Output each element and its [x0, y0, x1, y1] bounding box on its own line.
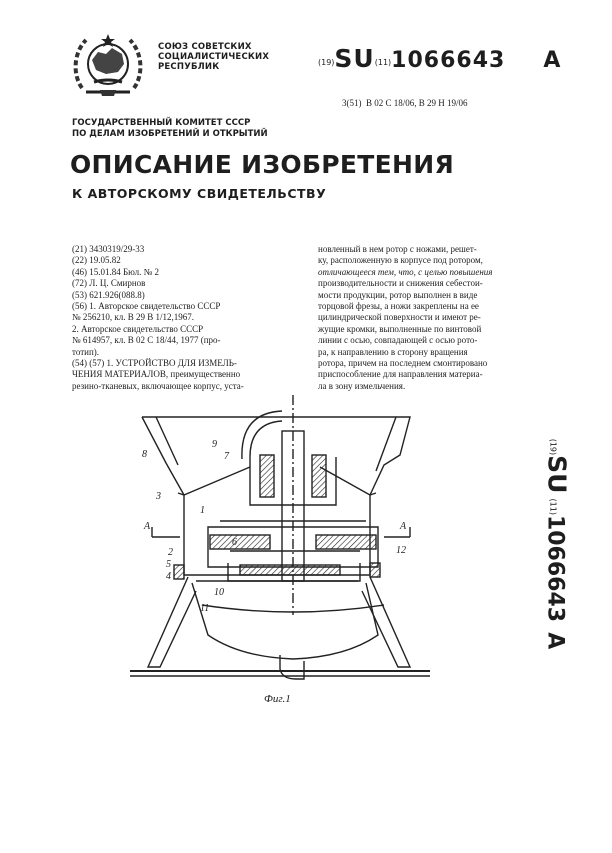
section-letter: А — [144, 521, 151, 532]
claim-line: ку, расположенную в корпусе под ротором, — [318, 255, 483, 266]
pub-prefix: (19) — [318, 58, 335, 67]
country-line: СОЮЗ СОВЕТСКИХ — [158, 42, 252, 52]
committee-line: ПО ДЕЛАМ ИЗОБРЕТЕНИЙ И ОТКРЫТИЙ — [72, 129, 268, 139]
pub-number: 1066643 — [391, 48, 506, 73]
part-label: 6 — [232, 537, 237, 548]
ipc-codes: В 02 С 18/06, В 29 Н 19/06 — [366, 98, 468, 108]
claim-line: торцовой фрезы, а ножи закреплены на ее — [318, 301, 479, 312]
biblio-line: ЧЕНИЯ МАТЕРИАЛОВ, преимущественно — [72, 369, 241, 380]
committee-line: ГОСУДАРСТВЕННЫЙ КОМИТЕТ СССР — [72, 118, 251, 128]
claim-line: производительности и снижения себестои- — [318, 278, 483, 289]
biblio-line: 2. Авторское свидетельство СССР — [72, 323, 204, 334]
biblio-line: (54) (57) 1. УСТРОЙСТВО ДЛЯ ИЗМЕЛЬ- — [72, 358, 237, 369]
part-label: 8 — [142, 449, 147, 460]
claim-line: ра, к направлению в сторону вращения — [318, 346, 468, 357]
side-pub-prefix: (19) — [548, 438, 558, 456]
biblio-line: (46) 15.01.84 Бюл. № 2 — [72, 266, 159, 277]
claim-line: приспособление для направления материа- — [318, 369, 483, 380]
side-publication-number — [537, 414, 577, 674]
part-label: 11 — [200, 603, 210, 614]
biblio-line: (72) Л. Ц. Смирнов — [72, 278, 146, 289]
part-label: 5 — [166, 559, 171, 570]
part-label: 3 — [156, 491, 161, 502]
claim-line: жущие кромки, выполненные по винтовой — [318, 323, 482, 334]
claim-line: линии с осью, совпадающей с осью рото- — [318, 335, 478, 346]
country-line: СОЦИАЛИСТИЧЕСКИХ — [158, 52, 270, 62]
pub-num-prefix: (11) — [374, 58, 392, 67]
side-pub-num-prefix: (11) — [548, 498, 558, 515]
ipc-prefix: 3(51) — [342, 98, 362, 108]
biblio-line: (22) 19.05.82 — [72, 255, 121, 266]
biblio-line: (56) 1. Авторское свидетельство СССР — [72, 301, 221, 312]
biblio-line: (53) 621.926(088.8) — [72, 289, 145, 300]
ussr-emblem-icon — [72, 30, 144, 100]
part-label: 9 — [212, 439, 217, 450]
committee-name — [72, 118, 268, 140]
part-label: 12 — [396, 545, 406, 556]
pub-country: SU — [334, 44, 375, 73]
biblio-line: № 256210, кл. В 29 В 1/12,1967. — [72, 312, 194, 323]
biblio-line: резино-тканевых, включающее корпус, уста- — [72, 380, 244, 391]
part-label: 1 — [200, 505, 205, 516]
claim-line: мости продукции, ротор выполнен в виде — [318, 289, 478, 300]
side-pub-country: SU — [542, 455, 572, 494]
document-subtitle: К АВТОРСКОМУ СВИДЕТЕЛЬСТВУ — [72, 186, 327, 201]
side-pub-kind: A — [542, 632, 568, 650]
claim-line: отличающееся тем, что, с целью повышения — [318, 266, 493, 277]
pub-kind: A — [543, 48, 561, 73]
publication-number — [318, 44, 560, 74]
country-line: РЕСПУБЛИК — [158, 62, 220, 72]
side-pub-number: 1066643 — [542, 514, 568, 623]
claim-line: ла в зону измельчения. — [318, 380, 406, 391]
part-label: 10 — [214, 587, 224, 598]
technical-drawing — [100, 395, 452, 695]
part-label: 2 — [168, 547, 173, 558]
biblio-line: (21) 3430319/29-33 — [72, 244, 145, 254]
claim-line: ротора, причем на последнем смонтировано — [318, 358, 488, 369]
biblio-line: № 614957, кл. В 02 С 18/44, 1977 (про- — [72, 335, 221, 346]
claim-line: цилиндрической поверхности и имеют ре- — [318, 312, 481, 323]
part-label: 7 — [224, 451, 229, 462]
section-letter: А — [400, 521, 407, 532]
claim-line: новленный в нем ротор с ножами, решет- — [318, 244, 477, 254]
claim-text — [318, 244, 533, 392]
bibliographic-data — [72, 244, 290, 392]
figure-caption: Фиг.1 — [264, 693, 291, 705]
country-name — [158, 42, 269, 72]
document-title: ОПИСАНИЕ ИЗОБРЕТЕНИЯ — [70, 150, 455, 179]
part-label: 4 — [166, 571, 171, 582]
biblio-line: тотип). — [72, 346, 100, 357]
ipc-classification — [342, 98, 468, 108]
